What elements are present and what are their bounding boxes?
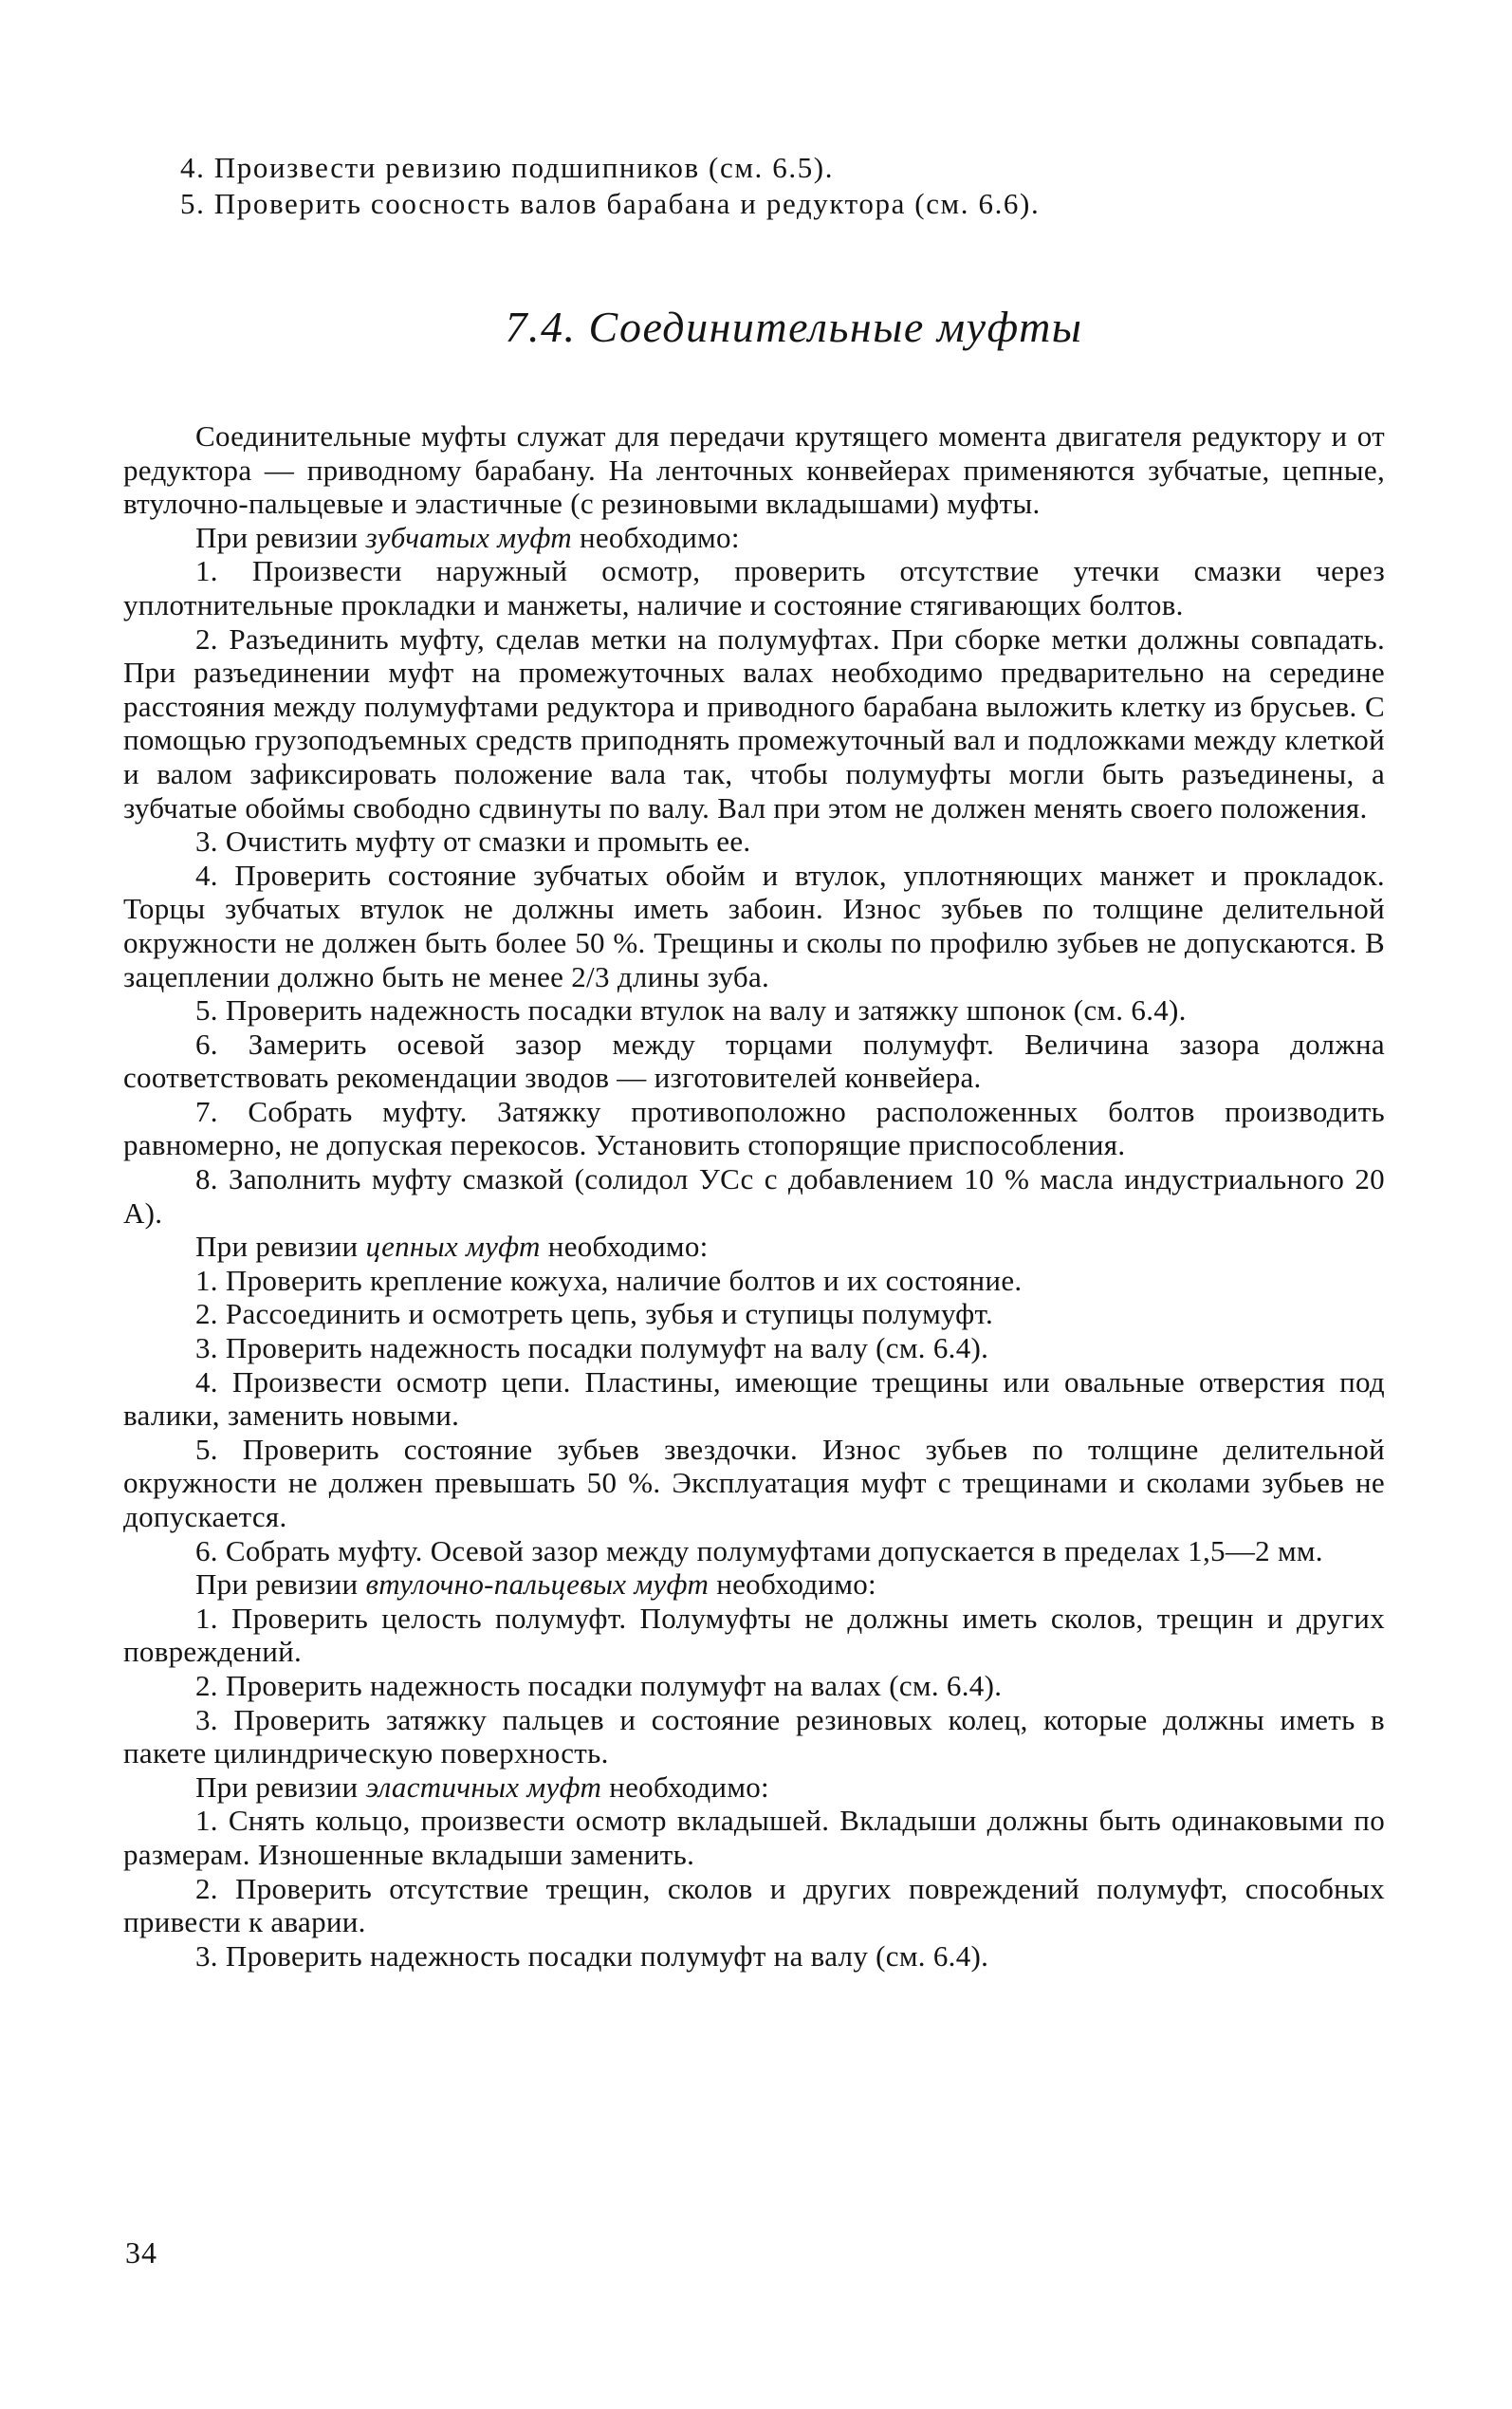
paragraph-text: 2. Рассоединить и осмотреть цепь, зубья и ступицы полумуфт. — [195, 1297, 994, 1331]
paragraph-text: При ревизии — [195, 1770, 366, 1804]
paragraph-text: необходимо: — [601, 1770, 769, 1804]
paragraph-text: 1. Произвести наружный осмотр, проверить отсутствие утечки смазки через уплотнительные прокладки и манжеты, наличие и состояние стягивающих болтов. — [123, 554, 1385, 621]
paragraph — [123, 1365, 1385, 1433]
paragraph-emphasis: эластичных муфт — [365, 1770, 602, 1804]
paragraph-text: 3. Проверить надежность посадки полумуфт на валу (см. 6.4). — [195, 1938, 989, 1973]
paragraph-text: 6. Замерить осевой зазор между торцами полумуфт. Величина зазора должна соответствовать рекомендации зводов — изготовителей конвейера. — [123, 1027, 1385, 1095]
paragraph — [123, 1264, 1385, 1298]
paragraph-text: 4. Произвести осмотр цепи. Пластины, имеющие трещины или овальные отверстия под валики, заменить новыми. — [123, 1364, 1385, 1433]
paragraph — [123, 1770, 1385, 1805]
section-body — [123, 419, 1385, 1973]
paragraph-text: 8. Заполнить муфту смазкой (солидол УСс с добавлением 10 % масла индустриального 20 А). — [123, 1162, 1385, 1230]
paragraph — [123, 1872, 1385, 1939]
paragraph-text: При ревизии — [195, 1230, 366, 1264]
page-number: 34 — [125, 2235, 157, 2270]
section-heading: 7.4. Соединительные муфты — [505, 303, 1083, 351]
paragraph — [123, 1433, 1385, 1534]
paragraph — [123, 1095, 1385, 1162]
paragraph-text: Соединительные муфты служат для передачи крутящего момента двигателя редуктору и от редуктора — приводному барабану. На ленточных конвейерах применяются зубчатые, цепные, втулочно-пальцевые и эластичные (с резиновыми вкладышами) муфты. — [123, 419, 1385, 521]
paragraph — [123, 1028, 1385, 1095]
paragraph-text: При ревизии — [195, 520, 366, 554]
paragraph-text: необходимо: — [571, 520, 740, 554]
paragraph-text: 1. Проверить целость полумуфт. Полумуфты не должны иметь сколов, трещин и других повреждений. — [123, 1601, 1385, 1669]
paragraph-text: 2. Проверить отсутствие трещин, сколов и других повреждений полумуфт, способных привести к аварии. — [123, 1871, 1385, 1939]
paragraph-text: необходимо: — [540, 1230, 709, 1264]
paragraph — [123, 419, 1385, 521]
paragraph — [123, 1602, 1385, 1669]
paragraph — [123, 1230, 1385, 1264]
paragraph-text: 4. Проверить состояние зубчатых обойм и втулок, уплотняющих манжет и прокладок. Торцы зубчатых втулок не должны иметь забоин. Износ зубьев по толщине делительной окружности не должен быть более 50 %. Трещины и сколы по профилю зубьев не допускаются. В зацеплении должно быть не менее 2/3 длины зуба. — [123, 858, 1385, 993]
paragraph — [123, 554, 1385, 621]
paragraph — [123, 1297, 1385, 1331]
paragraph — [123, 1669, 1385, 1703]
paragraph-text: 3. Очистить муфту от смазки и промыть ее. — [195, 825, 751, 859]
paragraph — [123, 1162, 1385, 1230]
paragraph-text: 2. Разъединить муфту, сделав метки на полумуфтах. При сборке метки должны совпадать. При разъединении муфт на промежуточных валах необходимо предварительно на середине расстояния между полумуфтами редуктора и приводного барабана выложить клетку из брусьев. С помощью грузоподъемных средств приподнять промежуточный вал и подложками между клеткой и валом зафиксировать положение вала так, чтобы полумуфты могли быть разъединены, а зубчатые обоймы свободно сдвинуты по валу. Вал при этом не должен менять своего положения. — [123, 621, 1385, 825]
paragraph — [123, 1331, 1385, 1365]
paragraph — [123, 1939, 1385, 1974]
paragraph — [123, 859, 1385, 993]
paragraph — [123, 1534, 1385, 1568]
paragraph — [123, 825, 1385, 859]
paragraph — [123, 1703, 1385, 1770]
paragraph — [123, 622, 1385, 825]
paragraph-text: 2. Проверить надежность посадки полумуфт на валах (см. 6.4). — [195, 1668, 1003, 1702]
paragraph-text: При ревизии — [195, 1567, 366, 1602]
intro-list — [180, 150, 1385, 222]
paragraph — [123, 993, 1385, 1028]
intro-item: 5. Проверить соосность валов барабана и редуктора (см. 6.6). — [180, 187, 1041, 220]
paragraph — [123, 1804, 1385, 1871]
paragraph-emphasis: втулочно-пальцевых муфт — [365, 1567, 710, 1602]
paragraph-text: 5. Проверить состояние зубьев звездочки. Износ зубьев по толщине делительной окружности не должен превышать 50 %. Эксплуатация муфт с трещинами и сколами зубьев не допускается. — [123, 1432, 1385, 1533]
paragraph-text: 1. Снять кольцо, произвести осмотр вкладышей. Вкладыши должны быть одинаковыми по размерам. Изношенные вкладыши заменить. — [123, 1804, 1385, 1871]
paragraph-text: 7. Собрать муфту. Затяжку противоположно расположенных болтов производить равномерно, не допуская перекосов. Установить стопорящие приспособления. — [123, 1094, 1385, 1162]
paragraph-emphasis: цепных муфт — [365, 1230, 541, 1264]
intro-item: 4. Произвести ревизию подшипников (см. 6.5). — [180, 151, 835, 184]
paragraph-text: 6. Собрать муфту. Осевой зазор между полумуфтами допускается в пределах 1,5—2 мм. — [195, 1533, 1323, 1567]
paragraph-text: 3. Проверить надежность посадки полумуфт на валу (см. 6.4). — [195, 1331, 989, 1365]
paragraph-text: 3. Проверить затяжку пальцев и состояние резиновых колец, которые должны иметь в пакете цилиндрическую поверхность. — [123, 1702, 1385, 1770]
paragraph-emphasis: зубчатых муфт — [365, 520, 572, 554]
paragraph — [123, 521, 1385, 555]
paragraph-text: необходимо: — [709, 1567, 876, 1602]
paragraph — [123, 1567, 1385, 1602]
paragraph-text: 1. Проверить крепление кожуха, наличие болтов и их состояние. — [195, 1263, 1023, 1297]
paragraph-text: 5. Проверить надежность посадки втулок на валу и затяжку шпонок (см. 6.4). — [195, 993, 1187, 1028]
